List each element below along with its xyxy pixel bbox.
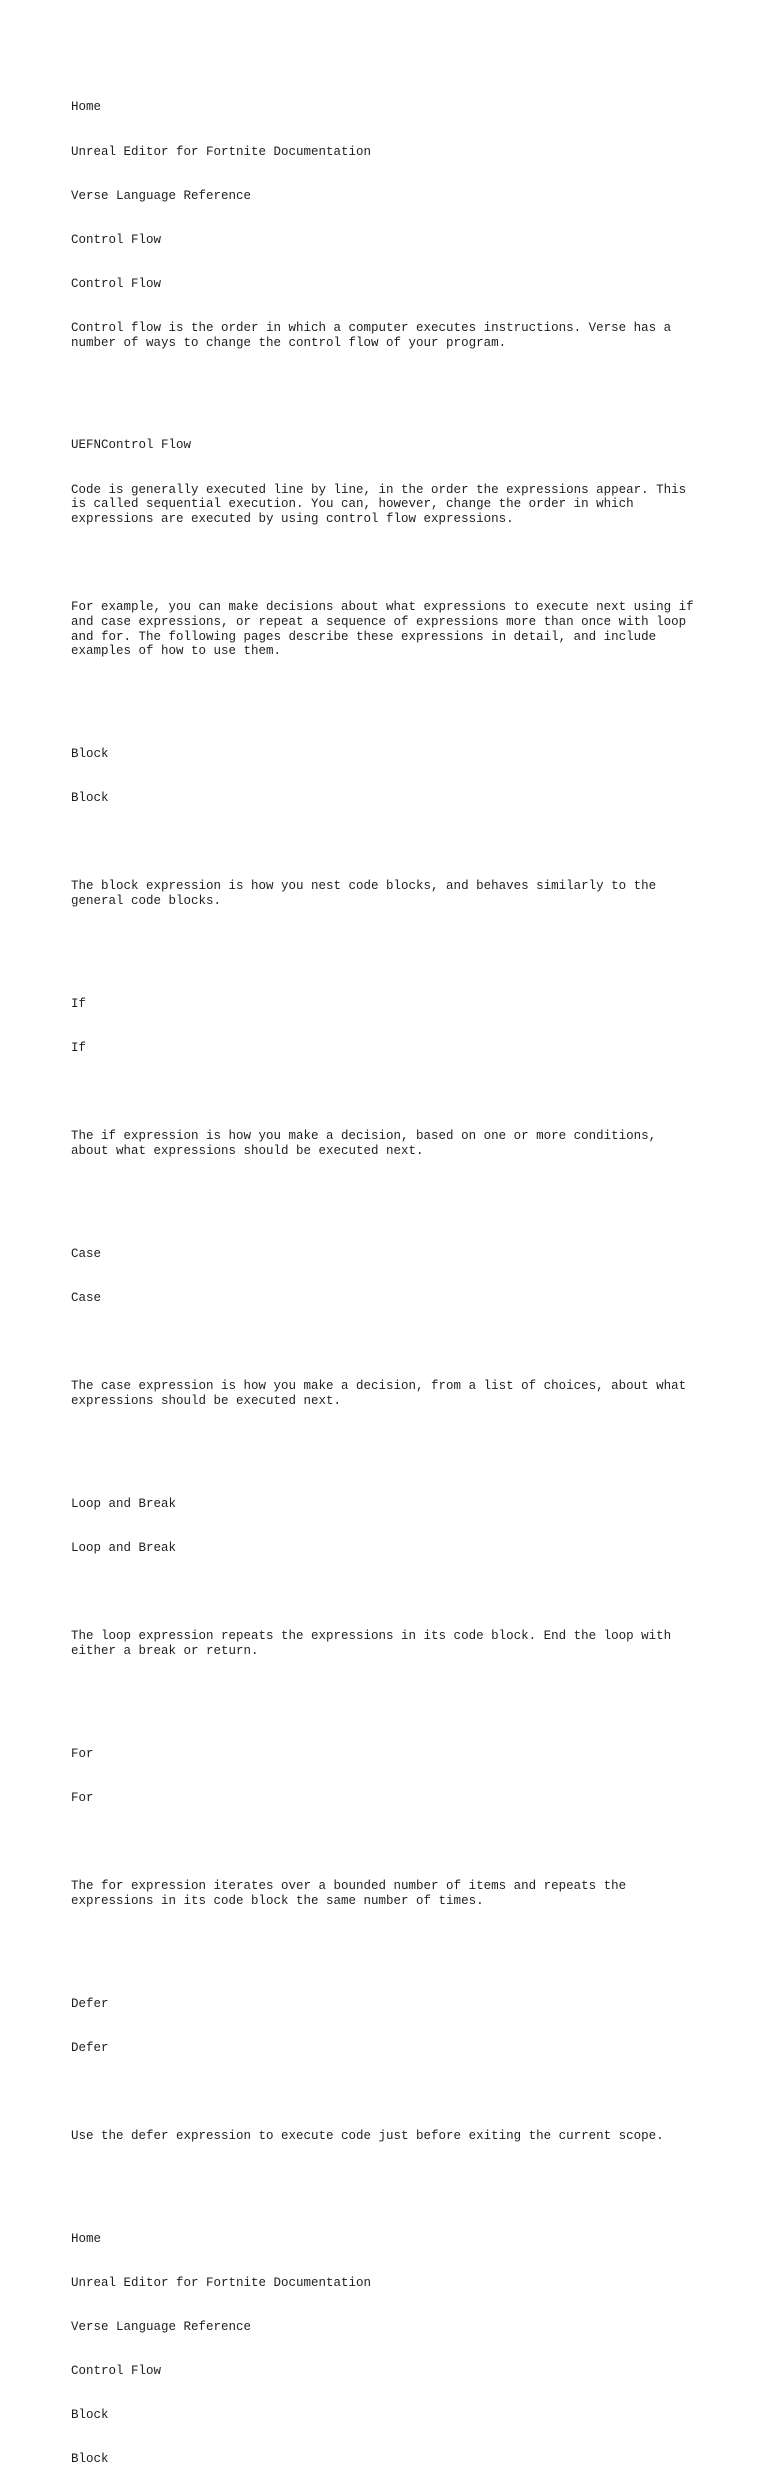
topic-case-description: The case expression is how you make a decision, from a list of choices, about what expressions should be executed next. xyxy=(71,1379,687,1408)
spacer xyxy=(71,938,711,953)
topic-defer-heading: Defer xyxy=(71,2040,109,2055)
topic-for-description: The for expression iterates over a bounded number of items and repeats the expressions in its code block the same number of times. xyxy=(71,1879,627,1908)
topic-block-heading: Block xyxy=(71,791,109,806)
spacer xyxy=(71,2085,711,2100)
spacer xyxy=(71,1335,711,1350)
topic-loop-description: The loop expression repeats the expressions in its code block. End the loop with either a break or return. xyxy=(71,1629,672,1658)
spacer xyxy=(71,1188,711,1203)
spacer xyxy=(71,1938,711,1953)
breadcrumb-verse-reference-link[interactable]: Verse Language Reference xyxy=(71,188,252,203)
footer-breadcrumb-verse-reference-link[interactable]: Verse Language Reference xyxy=(71,2320,252,2335)
topic-block-description: The block expression is how you nest code blocks, and behaves similarly to the general code blocks. xyxy=(71,879,657,909)
footer-next-page-link[interactable]: Block xyxy=(71,2408,109,2423)
intro-paragraph: Control flow is the order in which a computer executes instructions. Verse has a number of ways to change the control flow of your program. xyxy=(71,320,672,350)
section-title: UEFNControl Flow xyxy=(71,438,192,453)
spacer xyxy=(71,1835,711,1850)
spacer xyxy=(71,688,711,703)
topic-if-description: The if expression is how you make a decision, based on one or more conditions, about what expressions should be executed next. xyxy=(71,1129,657,1159)
spacer xyxy=(71,1438,711,1453)
topic-defer-description: Use the defer expression to execute code just before exiting the current scope. xyxy=(71,2128,664,2143)
spacer xyxy=(71,380,711,395)
topic-block-link[interactable]: Block xyxy=(71,747,109,762)
spacer xyxy=(71,1085,711,1100)
topic-for-link[interactable]: For xyxy=(71,1746,94,1761)
spacer xyxy=(71,2173,711,2188)
spacer xyxy=(71,556,711,571)
topic-if-heading: If xyxy=(71,1041,87,1056)
topic-case-heading: Case xyxy=(71,1291,102,1306)
section-paragraph-2: For example, you can make decisions about what expressions to execute next using if and case expressions, or repeat a sequence of expressions more than once with loop and for. The following pages describe these expressions in detail, and include examples of how to use them. xyxy=(71,600,694,659)
breadcrumb-control-flow-link[interactable]: Control Flow xyxy=(71,232,162,247)
breadcrumb-home-link[interactable]: Home xyxy=(71,100,102,115)
topic-if-link[interactable]: If xyxy=(71,997,87,1012)
spacer xyxy=(71,835,711,850)
document-body xyxy=(71,71,711,2482)
footer-breadcrumb-uefn-docs-link[interactable]: Unreal Editor for Fortnite Documentation xyxy=(71,2275,372,2290)
spacer xyxy=(71,1585,711,1600)
topic-loop-heading: Loop and Break xyxy=(71,1540,177,1555)
footer-breadcrumb-control-flow-link[interactable]: Control Flow xyxy=(71,2364,162,2379)
topic-case-link[interactable]: Case xyxy=(71,1246,102,1261)
spacer xyxy=(71,1688,711,1703)
page-title: Control Flow xyxy=(71,276,162,291)
topic-defer-link[interactable]: Defer xyxy=(71,1996,109,2011)
section-paragraph-1: Code is generally executed line by line, in the order the expressions appear. This is called sequential execution. You can, however, change the order in which expressions are executed by using control flow expressions. xyxy=(71,482,687,526)
topic-for-heading: For xyxy=(71,1790,94,1805)
breadcrumb-uefn-docs-link[interactable]: Unreal Editor for Fortnite Documentation xyxy=(71,144,372,159)
topic-loop-link[interactable]: Loop and Break xyxy=(71,1496,177,1511)
footer-breadcrumb-home-link[interactable]: Home xyxy=(71,2231,102,2246)
footer-next-page-heading: Block xyxy=(71,2452,109,2467)
